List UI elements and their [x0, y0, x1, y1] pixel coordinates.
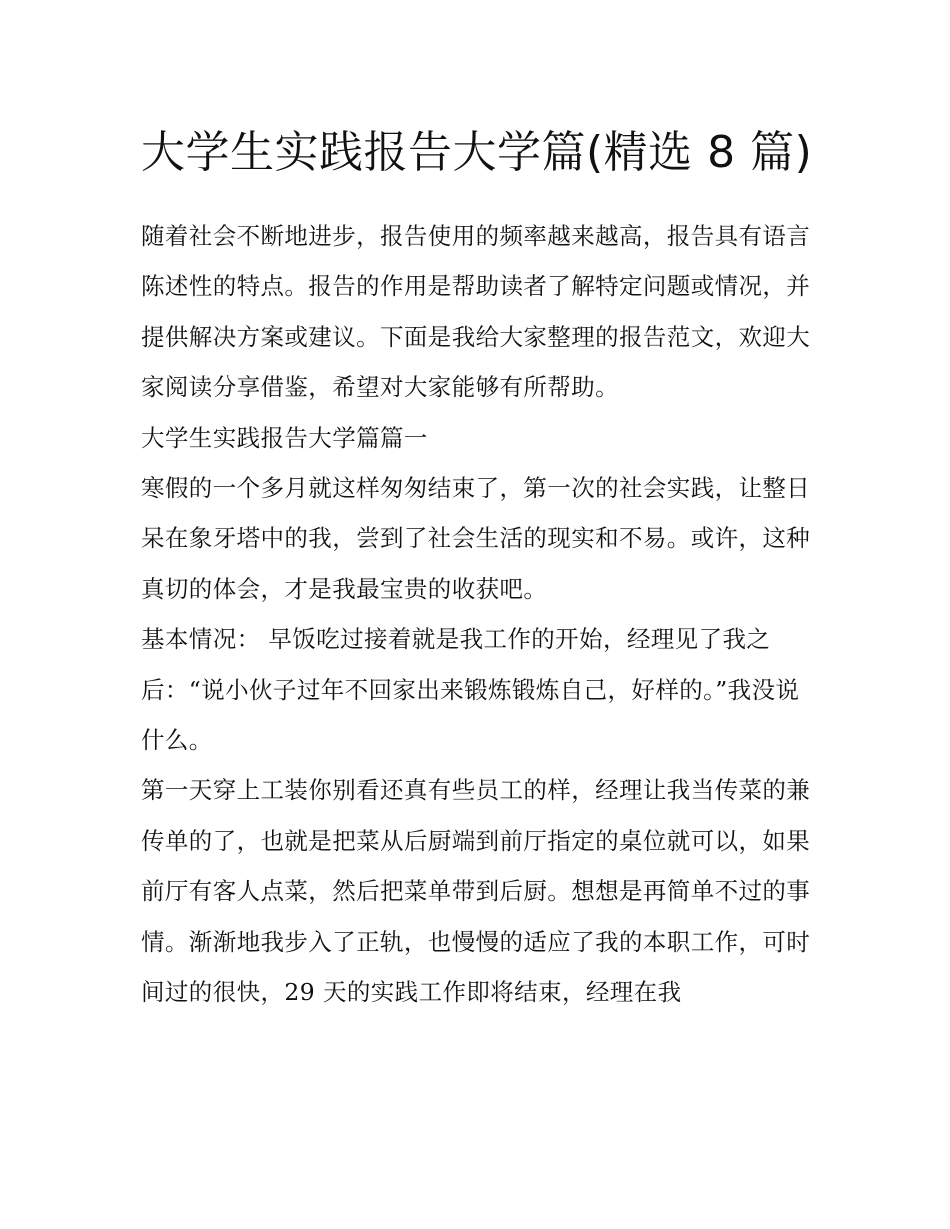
body-paragraph: 基本情况： 早饭吃过接着就是我工作的开始，经理见了我之后：“说小伙子过年不回家出来锻炼锻炼自己，好样的。”我没说什么。 [141, 625, 800, 755]
intro-paragraph: 随着社会不断地进步，报告使用的频率越来越高，报告具有语言陈述性的特点。报告的作用是帮助读者了解特定问题或情况，并提供解决方案或建议。下面是我给大家整理的报告范文，欢迎大家阅读分享借鉴，希望对大家能够有所帮助。 [141, 222, 811, 402]
body-paragraph: 寒假的一个多月就这样匆匆结束了，第一次的社会实践，让整日呆在象牙塔中的我，尝到了社会生活的现实和不易。或许，这种真切的体会，才是我最宝贵的收获吧。 [141, 474, 811, 603]
document-body [141, 116, 813, 1018]
body-paragraph: 第一天穿上工装你别看还真有些员工的样，经理让我当传菜的兼传单的了，也就是把菜从后厨端到前厅指定的桌位就可以，如果前厅有客人点菜，然后把菜单带到后厨。想想是再简单不过的事情。渐渐地我步入了正轨，也慢慢的适应了我的本职工作，可时间过的很快，29 天的实践工作即将结束，经理在我 [141, 776, 811, 1007]
document-title: 大学生实践报告大学篇(精选 8 篇) [141, 127, 813, 178]
section-heading: 大学生实践报告大学篇篇一 [141, 423, 428, 452]
